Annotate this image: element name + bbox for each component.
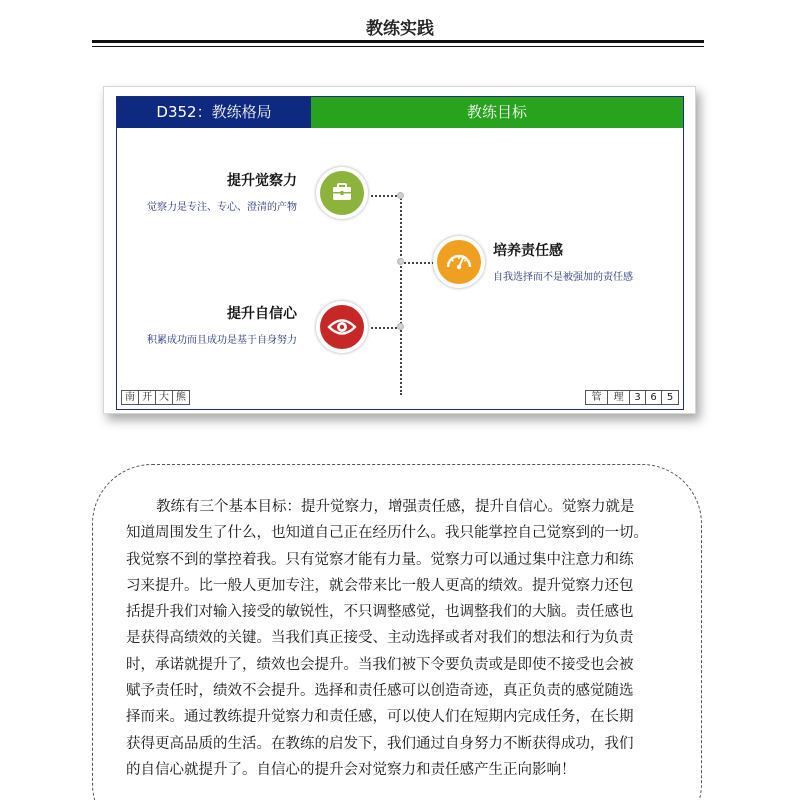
header-rule-thick (92, 40, 704, 43)
slide-tab-goals (311, 97, 683, 128)
slide-tab-course-label: D352：教练格局 (156, 103, 272, 121)
body-line: 时，承诺就提升了，绩效也会提升。当我们被下令要负责或是即使不接受也会被 (126, 656, 634, 673)
body-line: 是获得高绩效的关键。当我们真正接受、主动选择或者对我们的想法和行为负责 (126, 630, 634, 647)
slide-tab-course (117, 97, 311, 128)
body-line: 教练有三个基本目标：提升觉察力，增强责任感，提升自信心。觉察力就是 (156, 499, 635, 515)
body-line: 括提升我们对输入接受的敏锐性，不只调整感觉，也调整我们的大脑。责任感也 (126, 604, 634, 621)
body-line: 习来提升。比一般人更加专注，就会带来比一般人更高的绩效。提升觉察力还包 (126, 577, 634, 594)
body-line: 获得更高品质的生活。在教练的启发下，我们通过自身努力不断获得成功，我们 (126, 735, 634, 752)
body-line: 的自信心就提升了。自信心的提升会对觉察力和责任感产生正向影响！ (126, 761, 576, 778)
footer-brand-box (121, 390, 190, 405)
goal-awareness-desc: 觉察力是专注、专心、澄清的产物 (147, 202, 297, 213)
connector-node (397, 258, 404, 265)
body-line: 我觉察不到的掌控着我。只有觉察才能有力量。觉察力可以通过集中注意力和练 (126, 551, 634, 568)
eye-icon (320, 305, 364, 349)
footer-series-char: 管 (586, 391, 608, 404)
body-paragraph (126, 494, 674, 783)
goal-responsibility-desc: 自我选择而不是被强加的责任感 (493, 272, 633, 283)
goal-responsibility-badge (433, 236, 485, 288)
slide-frame (116, 96, 684, 410)
gauge-icon (437, 240, 481, 284)
footer-brand-char: 开 (139, 391, 156, 404)
footer-series-char: 5 (666, 392, 674, 403)
body-line: 知道周围发生了什么，也知道自己正在经历什么。我只能掌控自己觉察到的一切。 (126, 525, 648, 542)
slide-tab-goals-label: 教练目标 (466, 103, 527, 121)
connector-node (397, 192, 404, 199)
goal-awareness-title: 提升觉察力 (227, 173, 297, 189)
header-rule-thin (92, 46, 704, 47)
footer-series-char: 6 (646, 391, 662, 404)
goal-confidence-desc: 积累成功而且成功是基于自身努力 (147, 335, 297, 346)
connector-responsibility (401, 262, 434, 264)
footer-series-box (585, 390, 679, 405)
connector-node (397, 323, 404, 330)
page-header-title: 教练实践 (366, 19, 434, 39)
body-line: 赋予责任时，绩效不会提升。选择和责任感可以创造奇迹，真正负责的感觉随选 (126, 683, 634, 700)
footer-brand-char: 大 (156, 391, 173, 404)
footer-series-char: 理 (608, 391, 630, 404)
goal-responsibility-title: 培养责任感 (493, 243, 563, 259)
slide-card (103, 86, 696, 414)
footer-series-char: 3 (630, 391, 646, 404)
footer-brand-char: 熊 (176, 392, 186, 403)
connector-vertical (400, 195, 402, 395)
goal-confidence-title: 提升自信心 (227, 306, 297, 322)
goal-confidence-badge (316, 301, 368, 353)
briefcase-icon (320, 171, 364, 215)
goal-awareness-badge (316, 167, 368, 219)
footer-brand-char: 南 (122, 391, 139, 404)
body-line: 择而来。通过教练提升觉察力和责任感，可以使人们在短期内完成任务，在长期 (126, 709, 634, 726)
